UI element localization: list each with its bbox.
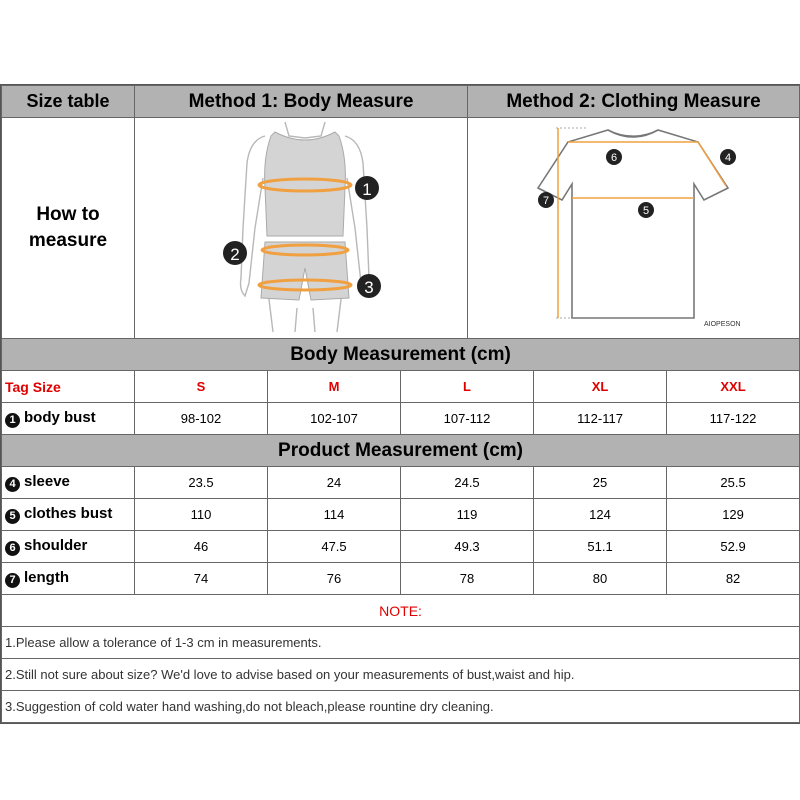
row-label-text: body bust (24, 409, 96, 426)
table-cell: 46 (135, 531, 268, 563)
size-l: L (401, 371, 534, 403)
marker-7-text: 7 (542, 195, 550, 207)
marker-2 (223, 241, 247, 265)
marker-1-text: 1 (362, 180, 372, 199)
table-cell: 24.5 (401, 467, 534, 499)
row-label-text: shoulder (24, 537, 88, 554)
table-row (2, 467, 800, 499)
table-cell: 107-112 (401, 403, 534, 435)
table-cell: 78 (401, 563, 534, 595)
note-title: NOTE: (2, 595, 800, 627)
size-s: S (135, 371, 268, 403)
note-item-1: 1.Please allow a tolerance of 1-3 cm in measurements. (2, 627, 800, 659)
product-measurement-section (2, 435, 800, 467)
tag-size-label: Tag Size (2, 371, 135, 403)
note-row (2, 659, 800, 691)
table-cell: 76 (268, 563, 401, 595)
marker-6-text: 6 (610, 152, 618, 164)
table-cell: 47.5 (268, 531, 401, 563)
right-arm (345, 136, 370, 296)
number-badge-icon: 5 (5, 509, 20, 524)
table-row (2, 403, 800, 435)
body-measurement-section (2, 339, 800, 371)
table-cell: 25 (534, 467, 667, 499)
table-row (2, 531, 800, 563)
marker-3-text: 3 (364, 278, 374, 297)
note-item-2: 2.Still not sure about size? We'd love to advise based on your measurements of bust,waist and hip. (2, 659, 800, 691)
row-label (2, 467, 135, 499)
row-label-text: clothes bust (24, 505, 113, 522)
table-cell: 124 (534, 499, 667, 531)
table-cell: 119 (401, 499, 534, 531)
size-xl: XL (534, 371, 667, 403)
table-cell: 25.5 (667, 467, 800, 499)
table-cell: 114 (268, 499, 401, 531)
product-measurement-title: Product Measurement (cm) (2, 435, 800, 467)
marker-3 (357, 274, 381, 298)
method1-heading: Method 1: Body Measure (135, 86, 468, 118)
size-table (1, 85, 800, 723)
marker-7 (538, 192, 554, 208)
marker-6 (606, 149, 622, 165)
table-cell: 102-107 (268, 403, 401, 435)
tshirt-shape (538, 130, 728, 318)
number-badge-icon: 1 (5, 413, 20, 428)
size-chart (0, 84, 800, 724)
row-label (2, 531, 135, 563)
size-xxl: XXL (667, 371, 800, 403)
table-cell: 112-117 (534, 403, 667, 435)
table-cell: 80 (534, 563, 667, 595)
note-item-3: 3.Suggestion of cold water hand washing,do not bleach,please rountine dry cleaning. (2, 691, 800, 723)
clothing-measure-illustration (468, 118, 800, 333)
table-row (2, 499, 800, 531)
body-figure-cell (135, 118, 468, 339)
number-badge-icon: 4 (5, 477, 20, 492)
marker-5 (638, 202, 654, 218)
number-badge-icon: 7 (5, 573, 20, 588)
row-label (2, 499, 135, 531)
body-measurement-title: Body Measurement (cm) (2, 339, 800, 371)
table-cell: 110 (135, 499, 268, 531)
table-cell: 49.3 (401, 531, 534, 563)
table-cell: 23.5 (135, 467, 268, 499)
number-badge-icon: 6 (5, 541, 20, 556)
row-label (2, 403, 135, 435)
how-to-line2: measure (28, 230, 108, 251)
note-row (2, 691, 800, 723)
how-to-measure-row (2, 118, 800, 339)
shirt-figure-cell (468, 118, 800, 339)
how-to-line1: How to (36, 204, 100, 225)
note-heading-row (2, 595, 800, 627)
table-header-row (2, 86, 800, 118)
method2-heading: Method 2: Clothing Measure (468, 86, 800, 118)
table-cell: 74 (135, 563, 268, 595)
row-label (2, 563, 135, 595)
table-cell: 52.9 (667, 531, 800, 563)
marker-1 (355, 176, 379, 200)
marker-2-text: 2 (230, 245, 240, 264)
marker-5-text: 5 (642, 205, 650, 217)
marker-4 (720, 149, 736, 165)
size-table-heading: Size table (2, 86, 135, 118)
table-cell: 98-102 (135, 403, 268, 435)
how-to-measure-label (2, 118, 135, 339)
table-cell: 129 (667, 499, 800, 531)
table-cell: 117-122 (667, 403, 800, 435)
row-label-text: sleeve (24, 473, 70, 490)
marker-4-text: 4 (724, 152, 732, 164)
table-cell: 24 (268, 467, 401, 499)
tank-top-shape (265, 132, 346, 236)
left-arm (241, 136, 266, 296)
brand-label: AIOPESON (704, 321, 741, 328)
row-label-text: length (24, 569, 69, 586)
table-cell: 82 (667, 563, 800, 595)
size-m: M (268, 371, 401, 403)
tag-size-row (2, 371, 800, 403)
body-measure-illustration (135, 118, 467, 333)
table-row (2, 563, 800, 595)
table-cell: 51.1 (534, 531, 667, 563)
note-row (2, 627, 800, 659)
